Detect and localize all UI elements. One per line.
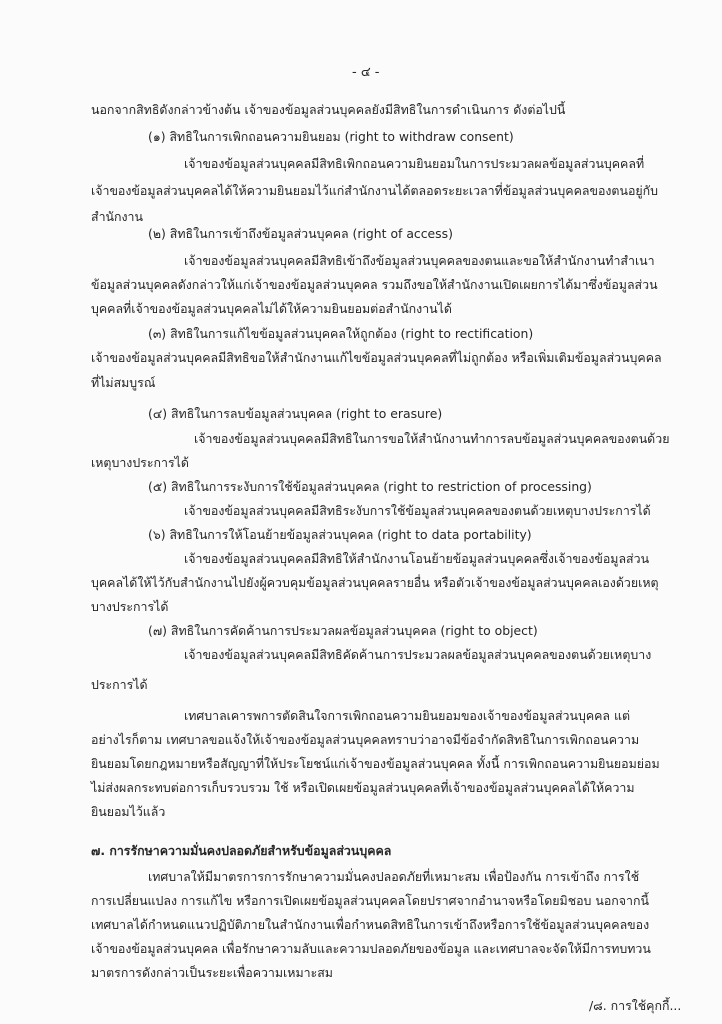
- page-number: - ๔ -: [352, 65, 380, 80]
- section-7-line: เทศบาลให้มีมาตรการการรักษาความมั่นคงปลอดภัยที่เหมาะสม เพื่อป้องกัน การเข้าถึง การใช้: [148, 869, 640, 884]
- withdraw-paragraph-line: ไม่ส่งผลกระทบต่อการเก็บรวบรวม ใช้ หรือเปิดเผยข้อมูลส่วนบุคคลที่เจ้าของข้อมูลส่วนบุคคลได้ให้ความ: [91, 780, 635, 795]
- withdraw-paragraph-line: เทศบาลเคารพการตัดสินใจการเพิกถอนความยินยอมของเจ้าของข้อมูลส่วนบุคคล แต่: [184, 708, 630, 723]
- right-2-line: บุคคลที่เจ้าของข้อมูลส่วนบุคคลไม่ได้ให้ความยินยอมต่อสำนักงานได้: [91, 301, 452, 316]
- section-7-line: การเปลี่ยนแปลง การแก้ไข หรือการเปิดเผยข้อมูลส่วนบุคคลโดยปราศจากอำนาจหรือโดยมิชอบ นอกจากนี้: [91, 893, 649, 908]
- right-1-heading: (๑) สิทธิในการเพิกถอนความยินยอม (right to withdraw consent): [148, 129, 514, 144]
- right-7-heading: (๗) สิทธิในการคัดค้านการประมวลผลข้อมูลส่วนบุคคล (right to object): [148, 623, 538, 638]
- right-6-line: บุคคลได้ให้ไว้กับสำนักงานไปยังผู้ควบคุมข้อมูลส่วนบุคคลรายอื่น หรือตัวเจ้าของข้อมูลส่วนบุคคลเองด้วยเหตุ: [91, 575, 659, 590]
- right-1-line: เจ้าของข้อมูลส่วนบุคคลได้ให้ความยินยอมไว้แก่สำนักงานได้ตลอดระยะเวลาที่ข้อมูลส่วนบุคคลของตนอยู่กับ: [91, 183, 659, 198]
- section-7-line: เจ้าของข้อมูลส่วนบุคคล เพื่อรักษาความลับและความปลอดภัยของข้อมูล และเทศบาลจะจัดให้มีการทบทวน: [91, 941, 651, 956]
- withdraw-paragraph-line: ยินยอมไว้แล้ว: [91, 804, 166, 819]
- right-1-line: สำนักงาน: [91, 209, 143, 224]
- section-7-heading: ๗. การรักษาความมั่นคงปลอดภัยสำหรับข้อมูลส่วนบุคคล: [91, 843, 392, 858]
- right-4-heading: (๔) สิทธิในการลบข้อมูลส่วนบุคคล (right to erasure): [148, 406, 443, 421]
- withdraw-paragraph-line: ยินยอมโดยกฎหมายหรือสัญญาที่ให้ประโยชน์แก่เจ้าของข้อมูลส่วนบุคคล ทั้งนี้ การเพิกถอนความยินยอมย่อม: [91, 756, 660, 771]
- right-2-line: เจ้าของข้อมูลส่วนบุคคลมีสิทธิเข้าถึงข้อมูลส่วนบุคคลของตนและขอให้สำนักงานทำสำเนา: [184, 253, 655, 268]
- right-4-line: เจ้าของข้อมูลส่วนบุคคลมีสิทธิในการขอให้สำนักงานทำการลบข้อมูลส่วนบุคคลของตนด้วย: [194, 431, 670, 446]
- withdraw-paragraph-line: อย่างไรก็ตาม เทศบาลขอแจ้งให้เจ้าของข้อมูลส่วนบุคคลทราบว่าอาจมีข้อจำกัดสิทธิในการเพิกถอนความ: [91, 732, 640, 747]
- right-5-heading: (๕) สิทธิในการระงับการใช้ข้อมูลส่วนบุคคล (right to restriction of processing): [148, 479, 592, 494]
- right-3-line: เจ้าของข้อมูลส่วนบุคคลมีสิทธิขอให้สำนักงานแก้ไขข้อมูลส่วนบุคคลที่ไม่ถูกต้อง หรือเพิ่มเติมข้อมูลส่วนบุคคล: [91, 350, 662, 365]
- right-7-line: ประการได้: [91, 677, 148, 692]
- right-2-heading: (๒) สิทธิในการเข้าถึงข้อมูลส่วนบุคคล (right of access): [148, 226, 453, 241]
- right-3-heading: (๓) สิทธิในการแก้ไขข้อมูลส่วนบุคคลให้ถูกต้อง (right to rectification): [148, 326, 534, 341]
- right-6-line: บางประการได้: [91, 599, 169, 614]
- right-5-line: เจ้าของข้อมูลส่วนบุคคลมีสิทธิระงับการใช้ข้อมูลส่วนบุคคลของตนด้วยเหตุบางประการได้: [184, 503, 651, 518]
- next-page-continuation: /๘. การใช้คุกกี้...: [589, 998, 682, 1013]
- right-1-line: เจ้าของข้อมูลส่วนบุคคลมีสิทธิเพิกถอนความยินยอมในการประมวลผลข้อมูลส่วนบุคคลที่: [184, 156, 645, 171]
- right-6-line: เจ้าของข้อมูลส่วนบุคคลมีสิทธิให้สำนักงานโอนย้ายข้อมูลส่วนบุคคลซึ่งเจ้าของข้อมูลส่วน: [184, 551, 650, 566]
- right-3-line: ที่ไม่สมบูรณ์: [91, 375, 156, 390]
- section-7-line: เทศบาลได้กำหนดแนวปฏิบัติภายในสำนักงานเพื่อกำหนดสิทธิในการเข้าถึงหรือการใช้ข้อมูลส่วนบุคคลของ: [91, 917, 650, 932]
- right-7-line: เจ้าของข้อมูลส่วนบุคคลมีสิทธิคัดค้านการประมวลผลข้อมูลส่วนบุคคลของตนด้วยเหตุบาง: [184, 647, 652, 662]
- right-2-line: ข้อมูลส่วนบุคคลดังกล่าวให้แก่เจ้าของข้อมูลส่วนบุคคล รวมถึงขอให้สำนักงานเปิดเผยการได้มาซึ่งข้อมูลส่วน: [91, 277, 658, 292]
- intro-line: นอกจากสิทธิดังกล่าวข้างต้น เจ้าของข้อมูลส่วนบุคคลยังมีสิทธิในการดำเนินการ ดังต่อไปนี้: [91, 102, 566, 117]
- section-7-line: มาตรการดังกล่าวเป็นระยะเพื่อความเหมาะสม: [91, 965, 333, 980]
- right-6-heading: (๖) สิทธิในการให้โอนย้ายข้อมูลส่วนบุคคล (right to data portability): [148, 527, 532, 542]
- right-4-line: เหตุบางประการได้: [91, 455, 189, 470]
